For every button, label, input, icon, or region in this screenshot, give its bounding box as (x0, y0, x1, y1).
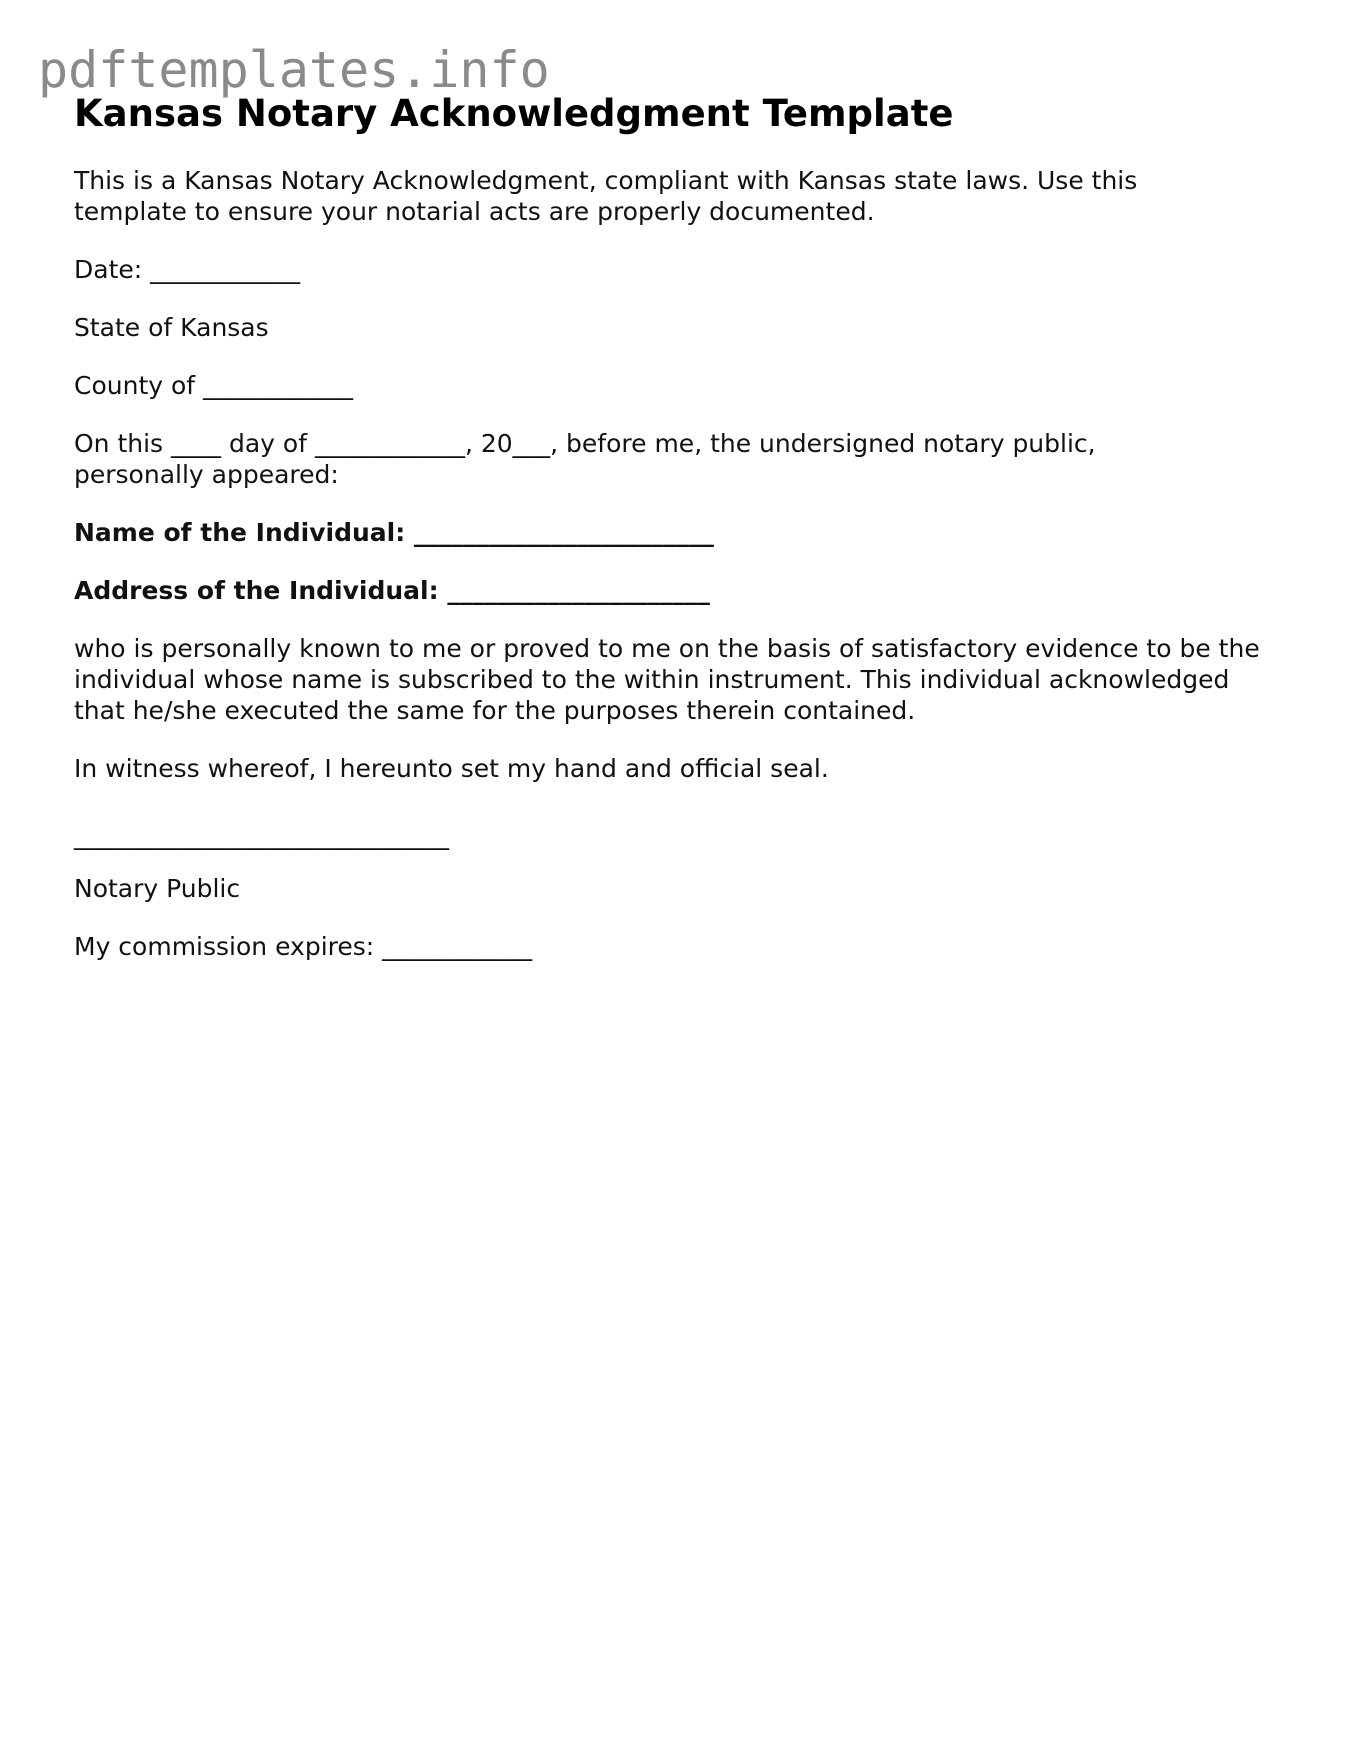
evidence-paragraph: who is personally known to me or proved to me on the basis of satisfactory evidence to be the individual whose name is subscribed to the within instrument. This individual acknowledged that he/she executed the same for the purposes therein contained. (74, 634, 1260, 725)
appearance-paragraph: On this ____ day of ____________, 20___, before me, the undersigned notary public, personally appeared: (74, 429, 1096, 489)
page-title: Kansas Notary Acknowledgment Template (74, 92, 954, 135)
document-page (74, 90, 1284, 989)
notary-public-label: Notary Public (74, 874, 241, 903)
signature-line: ______________________________ (74, 821, 449, 850)
individual-name-field: Name of the Individual: ________________________ (74, 518, 714, 547)
individual-address-field: Address of the Individual: _____________________ (74, 576, 710, 605)
state-line: State of Kansas (74, 313, 269, 342)
county-field: County of ____________ (74, 371, 354, 400)
commission-expiry-field: My commission expires: ____________ (74, 932, 533, 961)
intro-paragraph: This is a Kansas Notary Acknowledgment, compliant with Kansas state laws. Use this template to ensure your notarial acts are properly documented. (74, 166, 1138, 226)
watermark-text: pdftemplates.info (38, 41, 550, 99)
witness-line: In witness whereof, I hereunto set my hand and official seal. (74, 754, 829, 783)
date-field: Date: ____________ (74, 255, 301, 284)
